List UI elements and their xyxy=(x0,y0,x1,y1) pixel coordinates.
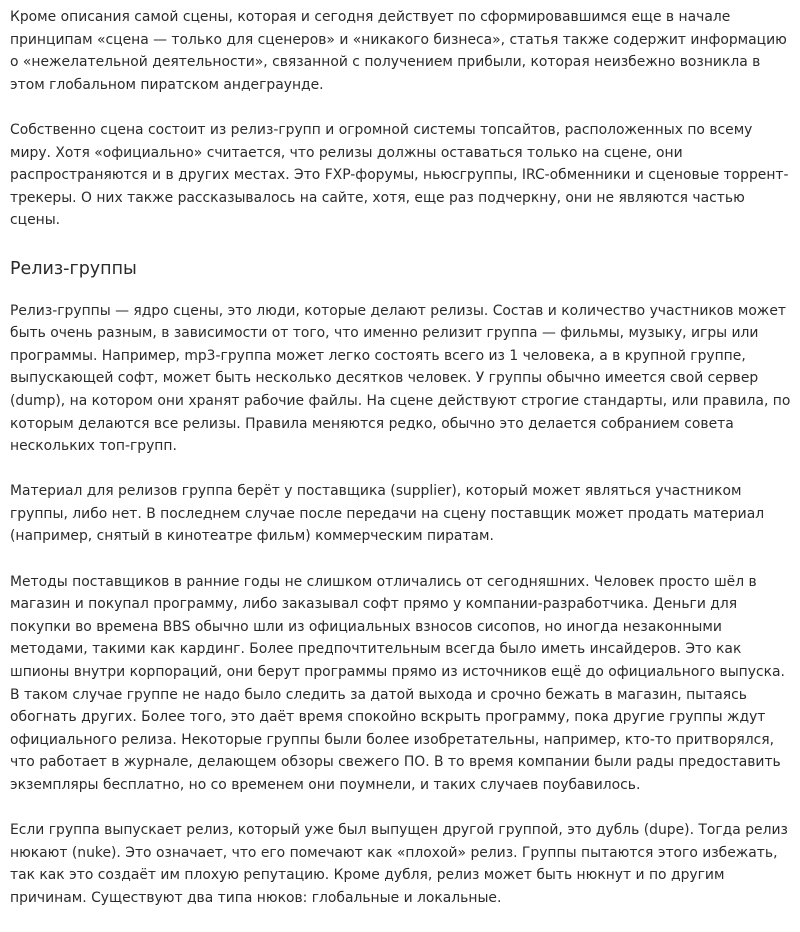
section-paragraph-2: Материал для релизов группа берёт у поставщика (supplier), который может являться участником группы, либо нет. В последнем случае после передачи на сцену поставщик может продать материал (например, снятый в кинотеатре фильм) коммерческим пиратам. xyxy=(10,483,765,545)
section-paragraph-4: Если группа выпускает релиз, который уже был выпущен другой группой, это дубль (dupe). Тогда релиз нюкают (nuke). Это означает, что его помечают как «плохой» релиз. Группы пытаются этого избежать, так как это создаёт им плохую репутацию. Кроме дубля, релиз может быть нюкнут и по другим причинам. Существуют два типа нюков: глобальные и локальные. xyxy=(10,822,788,906)
intro-paragraph-1: Кроме описания самой сцены, которая и сегодня действует по сформировавшимся еще в начале принципам «сцена — только для сценеров» и «никакого бизнеса», статья также содержит информацию о «нежелательной деятельности», связанной с получением прибыли, которая неизбежно возникла в этом глобальном пиратском андеграунде. xyxy=(10,9,787,93)
intro-paragraph-2: Собственно сцена состоит из релиз-групп и огромной системы топсайтов, расположенных по всему миру. Хотя «официально» считается, что релизы должны оставаться только на сцене, они распространяются и в других местах. Это FXP-форумы, ньюсгруппы, IRC-обменники и сценовые торрент-трекеры. О них также рассказывалось на сайте, хотя, еще раз подчеркну, они не являются частью сцены. xyxy=(10,121,789,229)
article-body xyxy=(10,6,794,932)
section-paragraph-3: Методы поставщиков в ранние годы не слишком отличались от сегодняшних. Человек просто шёл в магазин и покупал программу, либо заказывал софт прямо у компании-разработчика. Деньги для покупки во времена BBS обычно шли из официальных взносов сисопов, но иногда незаконными методами, такими как кардинг. Более предпочтительным всегда было иметь инсайдеров. Это как шпионы внутри корпораций, они берут программы прямо из источников ещё до официального выпуска. В таком случае группе не надо было следить за датой выхода и срочно бежать в магазин, пытаясь обогнать других. Более того, это даёт время спокойно вскрыть программу, пока другие группы ждут официального релиза. Некоторые группы были более изобретательны, например, кто-то притворялся, что работает в журнале, делающем обзоры свежего ПО. В то время компании были рады предоставить экземпляры бесплатно, но со временем они поумнели, и таких случаев поубавилось. xyxy=(10,573,785,793)
section-heading: Релиз-группы xyxy=(10,258,137,279)
section-paragraph-1: Релиз-группы — ядро сцены, это люди, которые делают релизы. Состав и количество участников может быть очень разным, в зависимости от того, что именно релизит группа — фильмы, музыку, игры или программы. Например, mp3-группа может легко состоять всего из 1 человека, а в крупной группе, выпускающей софт, может быть несколько десятков человек. У группы обычно имеется свой сервер (dump), на котором они хранят рабочие файлы. На сцене действуют строгие стандарты, или правила, по которым делаются все релизы. Правила меняются редко, обычно это делается собранием совета нескольких топ-групп. xyxy=(10,302,791,455)
